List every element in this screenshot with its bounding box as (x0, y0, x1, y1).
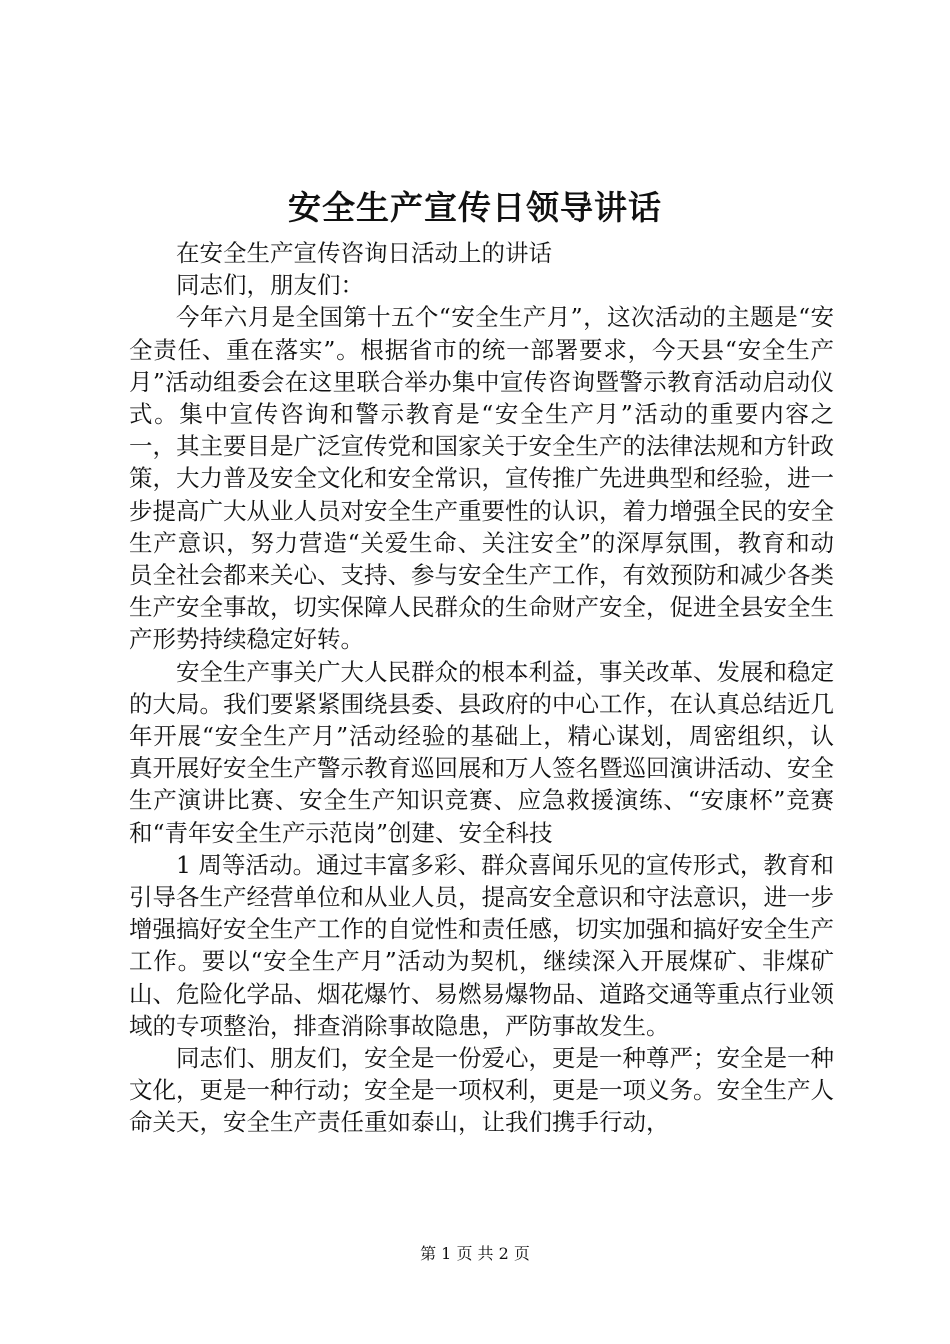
page-number-footer: 第 1 页 共 2 页 (420, 1244, 530, 1263)
paragraph: 今年六月是全国第十五个“安全生产月”，这次活动的主题是“安全责任、重在落实”。根据省市的统一部署要求，今天县“安全生产月”活动组委会在这里联合举办集中宣传咨询暨警示教育活动启动仪式。集中宣传咨询和警示教育是“安全生产月”活动的重要内容之一，其主要目是广泛宣传党和国家关于安全生产的法律法规和方针政策，大力普及安全文化和安全常识，宣传推广先进典型和经验，进一步提高广大从业人员对安全生产重要性的认识，着力增强全民的安全生产意识，努力营造“关爱生命、关注安全”的深厚氛围，教育和动员全社会都来关心、支持、参与安全生产工作，有效预防和减少各类生产安全事故，切实保障人民群众的生命财产安全，促进全县安全生产形势持续稳定好转。 (129, 303, 834, 654)
paragraph: 安全生产事关广大人民群众的根本利益，事关改革、发展和稳定的大局。我们要紧紧围绕县委、县政府的中心工作，在认真总结近几年开展“安全生产月”活动经验的基础上，精心谋划，周密组织，认真开展好安全生产警示教育巡回展和万人签名暨巡回演讲活动、安全生产演讲比赛、安全生产知识竞赛、应急救援演练、“安康杯”竞赛和“青年安全生产示范岗”创建、安全科技 (129, 657, 834, 847)
salutation: 同志们，朋友们： (176, 271, 364, 300)
document-body (129, 237, 834, 1139)
speech-subtitle: 在安全生产宣传咨询日活动上的讲话 (176, 239, 552, 267)
document-title: 安全生产宣传日领导讲话 (288, 188, 662, 227)
paragraph: 1 周等活动。通过丰富多彩、群众喜闻乐见的宣传形式，教育和引导各生产经营单位和从业人员，提高安全意识和守法意识，进一步增强搞好安全生产工作的自觉性和责任感，切实加强和搞好安全生产工作。要以“安全生产月”活动为契机，继续深入开展煤矿、非煤矿山、危险化学品、烟花爆竹、易燃易爆物品、道路交通等重点行业领域的专项整治，排查消除事故隐患，严防事故发生。 (129, 850, 834, 1040)
paragraph: 同志们、朋友们，安全是一份爱心，更是一种尊严；安全是一种文化，更是一种行动；安全是一项权利，更是一项义务。安全生产人命关天，安全生产责任重如泰山，让我们携手行动， (129, 1044, 834, 1137)
